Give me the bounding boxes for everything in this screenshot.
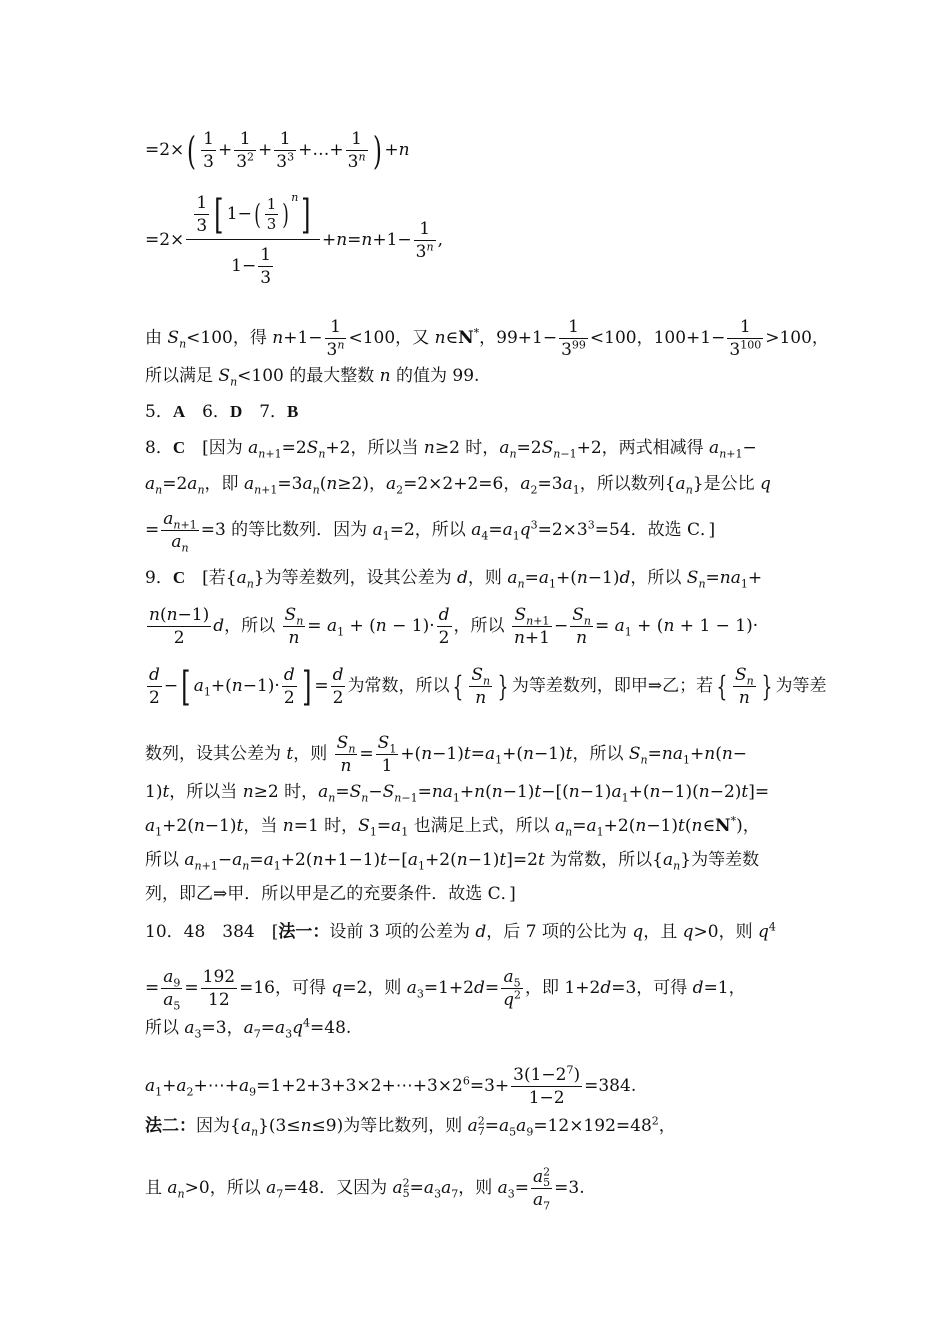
formula-line-1: =2×( $\frac{1}{3}$ + $\frac{1}{3^2}$ + $\frac{1}{3^3}$ +…+ $\frac{1}{3^n}$ ) +n	[145, 128, 410, 173]
q10-line-1: 10．48 384 [法一：设前 3 项的公差为 d，后 7 项的公比为 q，且 q>0，则 $q^4$	[145, 920, 776, 942]
q10-line-3: 所以 $a_3=3$，$a_7=a_3q^4=48$.	[145, 1016, 352, 1041]
q9-line-2: $\frac{n(n-1)}{2}$ d，所以 $\frac{S_n}{n}$ = $a_1 + (n - 1)\cdot$ $\frac{d}{2}$ ，所以 $\frac{S_{n+1}}{n+1}$ − $\frac{S_n}{n}$ = $a_1 + (n + 1 - 1)\cdot$	[149, 605, 759, 648]
q10-line-2: = $\frac{a_9}{a_5}$ = $\frac{192}{12}$ =16，可得 q=2，则 $a_3=1+2d=$ $\frac{a_5}{q^2}$ ，即 1+2d=3，可得 d=1，	[145, 967, 746, 1013]
q9-line-8: 列，即乙⇒甲．所以甲是乙的充要条件．故选 C．]	[145, 884, 516, 904]
q9-line-6: $a_1+2(n-1)t$，当 n=1 时，$S_1=a_1$ 也满足上式，所以 $a_n=a_1+2(n-1)t(n\in N^*)$，	[145, 814, 760, 839]
answers-5-7: 5．A 6．D 7．B	[145, 402, 299, 422]
q8-line-3: = $\frac{a_{n+1}}{a_n}$ =3 的等比数列．因为 $a_1=2$，所以 $a_4=a_1q^3=2\times 3^3=54$．故选 C．]	[145, 509, 716, 555]
q8-line-1: 8．C [因为 $a_{n+1}=2S_n+2$，所以当 n≥2 时，$a_n=2S_{n-1}+2$，两式相减得 $a_{n+1}-$	[145, 438, 757, 461]
q9-line-4: 数列，设其公差为 t，则 $\frac{S_n}{n}$ = $\frac{S_1}{1}$ $+(n-1)t=a_1+(n-1)t$，所以 $S_n=na_1+n(n-$	[145, 733, 748, 776]
q9-line-3: $\frac{d}{2}$ −[ $a_1+(n-1)\cdot$ $\frac{d}{2}$ ] = $\frac{d}{2}$ 为常数，所以 { $\frac{S_n}{n}$ } 为等差数列，即甲⇒乙；若 { $\frac{S_n}{n}$ } 为等差	[149, 663, 827, 710]
text-line-4: 所以满足 $S_n<100$ 的最大整数 n 的值为 99.	[145, 366, 480, 389]
q9-line-1: 9．C [若$\{a_n\}$为等差数列，设其公差为 d，则 $a_n=a_1+(n-1)d$，所以 $S_n=na_1+$	[145, 568, 763, 591]
q9-line-7: 所以 $a_{n+1}-a_n=a_1+2(n+1-1)t-[a_1+2(n-1)t]=2t$ 为常数，所以$\{a_n\}$为等差数	[145, 850, 760, 873]
text-line-3: 由 $S_n<100$，得 n+1− $\frac{1}{3^n}$ <100，又 n∈N*，99+1− $\frac{1}{3^{99}}$ <100，100+1− $\frac{1}{3^{100}}$ >100，	[145, 317, 829, 360]
q8-line-2: $a_n=2a_n$，即 $a_{n+1}=3a_n(n\ge 2)$，$a_2=2\times 2+2=6$，$a_2=3a_1$，所以数列$\{a_n\}$是公比 q	[145, 474, 771, 497]
q10-line-4: $a_1+a_2+\cdots+a_9=1+2+3+3\times 2+\cdots+3\times 2^6=3+$ $\frac{3(1-2^7)}{1-2}$ =384.	[145, 1063, 637, 1108]
q10-line-5: 法二：因为$\{a_n\}(3\le n\le 9)$为等比数列，则 $a^2_7=a_5a_9=12\times 192=48^2$，	[145, 1114, 676, 1139]
formula-line-2: =2× $\frac{1}{3}$ [ 1−( $\frac{1}{3}$ ) $^n$] 1− $\frac{1}{3}$ +n=n+1− $\frac{1}{3^n}$ ,	[145, 191, 443, 288]
q10-line-6: 且 $a_n>0$，所以 $a_7=48$．又因为 $a^2_5=a_3a_7$，则 $a_3=$ $\frac{a^2_5}{a_7}$ =3.	[145, 1165, 585, 1213]
q9-line-5: 1)t，所以当 n≥2 时，$a_n=S_n-S_{n-1}=na_1+n(n-1)t-[(n-1)a_1+(n-1)(n-2)t]=$	[145, 782, 770, 805]
